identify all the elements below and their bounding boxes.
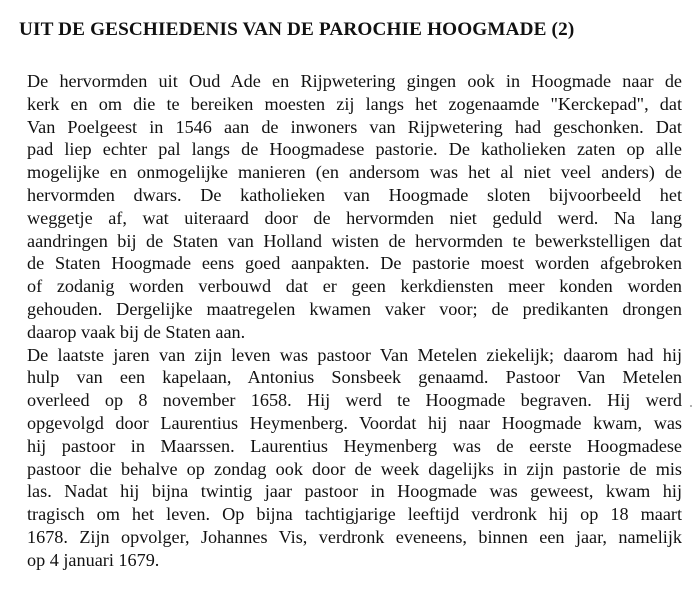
text-line: tragisch om het leven. Op bijna tachtigjarige leeftijd verdronk hij op 18 maart: [27, 504, 682, 525]
text-line: pastoor die behalve op zondag ook door de week dagelijks in zijn pastorie de mis: [27, 458, 682, 479]
text-line: las. Nadat hij bijna twintig jaar pastoor in Hoogmade was geweest, kwam hij: [27, 481, 682, 502]
text-line: Van Poelgeest in 1546 aan de inwoners van Rijpwetering had geschonken. Dat: [27, 116, 682, 137]
text-line: hij pastoor in Maarssen. Laurentius Heymenberg was de eerste Hoogmadese: [27, 435, 682, 456]
text-line: overleed op 8 november 1658. Hij werd te Hoogmade begraven. Hij werd: [27, 390, 682, 411]
text-line: gehouden. Dergelijke maatregelen kwamen vaker voor; de predikanten drongen: [27, 298, 682, 319]
text-line: opgevolgd door Laurentius Heymenberg. Voordat hij naar Hoogmade kwam, was: [27, 412, 682, 433]
text-line: daarop vaak bij de Staten aan.: [27, 321, 246, 342]
text-line: aandringen bij de Staten van Holland wisten de hervormden te bewerkstelligen dat: [27, 230, 682, 251]
text-line: 1678. Zijn opvolger, Johannes Vis, verdronk eveneens, binnen een jaar, namelijk: [27, 526, 682, 547]
article-body: [27, 70, 682, 572]
text-line: of zodanig worden verbouwd dat er geen kerkdiensten meer konden worden: [27, 276, 682, 297]
text-line: hulp van een kapelaan, Antonius Sonsbeek genaamd. Pastoor Van Metelen: [27, 367, 682, 388]
text-line: weggetje af, wat uiteraard door de hervormden niet geduld werd. Na lang: [27, 207, 682, 228]
scan-speck: [690, 405, 692, 407]
page-title: UIT DE GESCHIEDENIS VAN DE PAROCHIE HOOGMADE (2): [19, 19, 575, 40]
text-line: mogelijke en onmogelijke manieren (en andersom was het al niet veel anders) de: [27, 162, 682, 183]
text-line: kerk en om die te bereiken moesten zij langs het zogenaamde "Kerckepad", dat: [27, 93, 682, 114]
text-line: hervormden dwars. De katholieken van Hoogmade sloten bijvoorbeeld het: [27, 184, 682, 205]
text-line: De laatste jaren van zijn leven was pastoor Van Metelen ziekelijk; daarom had hij: [27, 344, 682, 365]
text-line: de Staten Hoogmade eens goed aanpakten. De pastorie moest worden afgebroken: [27, 253, 682, 274]
text-line: De hervormden uit Oud Ade en Rijpwetering gingen ook in Hoogmade naar de: [27, 71, 682, 91]
text-line: pad liep echter pal langs de Hoogmadese pastorie. De katholieken zaten op alle: [27, 139, 682, 160]
text-line: op 4 januari 1679.: [27, 549, 160, 570]
